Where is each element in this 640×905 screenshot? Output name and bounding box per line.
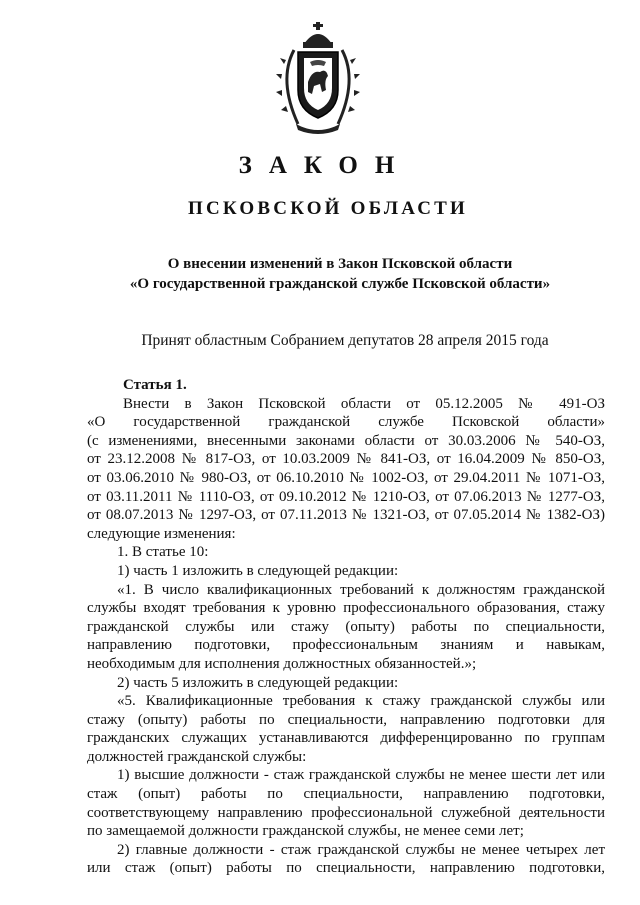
- text-line: 1) часть 1 изложить в следующей редакции:: [117, 562, 399, 579]
- text-line: гражданских служащих устанавливаются дифференцированно по группам: [87, 730, 605, 747]
- text-line: «О государственной гражданской службе Псковской области»: [87, 414, 605, 431]
- text-line: 2) главные должности - стаж гражданской службы не менее четырех лет: [117, 841, 605, 858]
- text-line: 1. В статье 10:: [117, 544, 209, 561]
- text-line: необходимым для исполнения должностных обязанностей.»;: [87, 655, 477, 672]
- text-line: «5. Квалификационные требования к стажу гражданской службы или: [117, 693, 605, 710]
- article-body: [87, 376, 605, 878]
- text-line: соответствующему направлению профессиональной служебной деятельности: [87, 804, 605, 821]
- article-title: Статья 1.: [123, 377, 187, 393]
- text-line: Внести в Закон Псковской области от 05.12.2005 № 491-ОЗ: [123, 395, 605, 412]
- subject-line-2: «О государственной гражданской службе Псковской области»: [129, 276, 551, 292]
- region-title: ПСКОВСКОЙ ОБЛАСТИ: [188, 198, 468, 219]
- subject-line-1: О внесении изменений в Закон Псковской области: [167, 256, 513, 272]
- coat-of-arms-icon: [268, 20, 368, 138]
- text-line: или стаж (опыт) работы по специальности, направлению подготовки,: [87, 860, 605, 877]
- text-line: от 03.11.2011 № 1110-ОЗ, от 09.10.2012 № 1210-ОЗ, от 07.06.2013 № 1277-ОЗ,: [87, 488, 605, 505]
- text-line: «1. В число квалификационных требований к должностям гражданской: [117, 581, 605, 598]
- text-line: по замещаемой должности гражданской службы, не менее семи лет;: [87, 823, 524, 840]
- text-line: гражданской службы или стажу (опыту) работы по специальности,: [87, 618, 605, 635]
- text-line: 1) высшие должности - стаж гражданской службы не менее шести лет или: [117, 767, 605, 784]
- adoption-date: Принят областным Собранием депутатов 28 апреля 2015 года: [141, 332, 549, 349]
- text-line: от 08.07.2013 № 1297-ОЗ, от 07.11.2013 № 1321-ОЗ, от 07.05.2014 № 1382-ОЗ): [87, 507, 605, 524]
- law-title: ЗАКОН: [238, 152, 412, 179]
- text-line: 2) часть 5 изложить в следующей редакции:: [117, 674, 399, 691]
- text-line: от 03.06.2010 № 980-ОЗ, от 06.10.2010 № 1002-ОЗ, от 29.04.2011 № 1071-ОЗ,: [87, 469, 605, 486]
- law-subject: [0, 254, 640, 294]
- text-line: должностей гражданской службы:: [87, 748, 307, 765]
- text-line: стаж (опыт) работы по специальности, направлению подготовки,: [87, 786, 605, 803]
- text-line: стажу (опыту) работы по специальности, направлению подготовки для: [87, 711, 605, 728]
- text-line: (с изменениями, внесенными законами области от 30.03.2006 № 540-ОЗ,: [87, 432, 605, 449]
- text-line: следующие изменения:: [87, 525, 236, 542]
- text-line: от 23.12.2008 № 817-ОЗ, от 10.03.2009 № 841-ОЗ, от 16.04.2009 № 850-ОЗ,: [87, 451, 605, 468]
- text-line: направлению подготовки, профессиональным знаниям и навыкам,: [87, 637, 605, 654]
- text-line: службы входят требования к уровню профессионального образования, стажу: [87, 600, 605, 617]
